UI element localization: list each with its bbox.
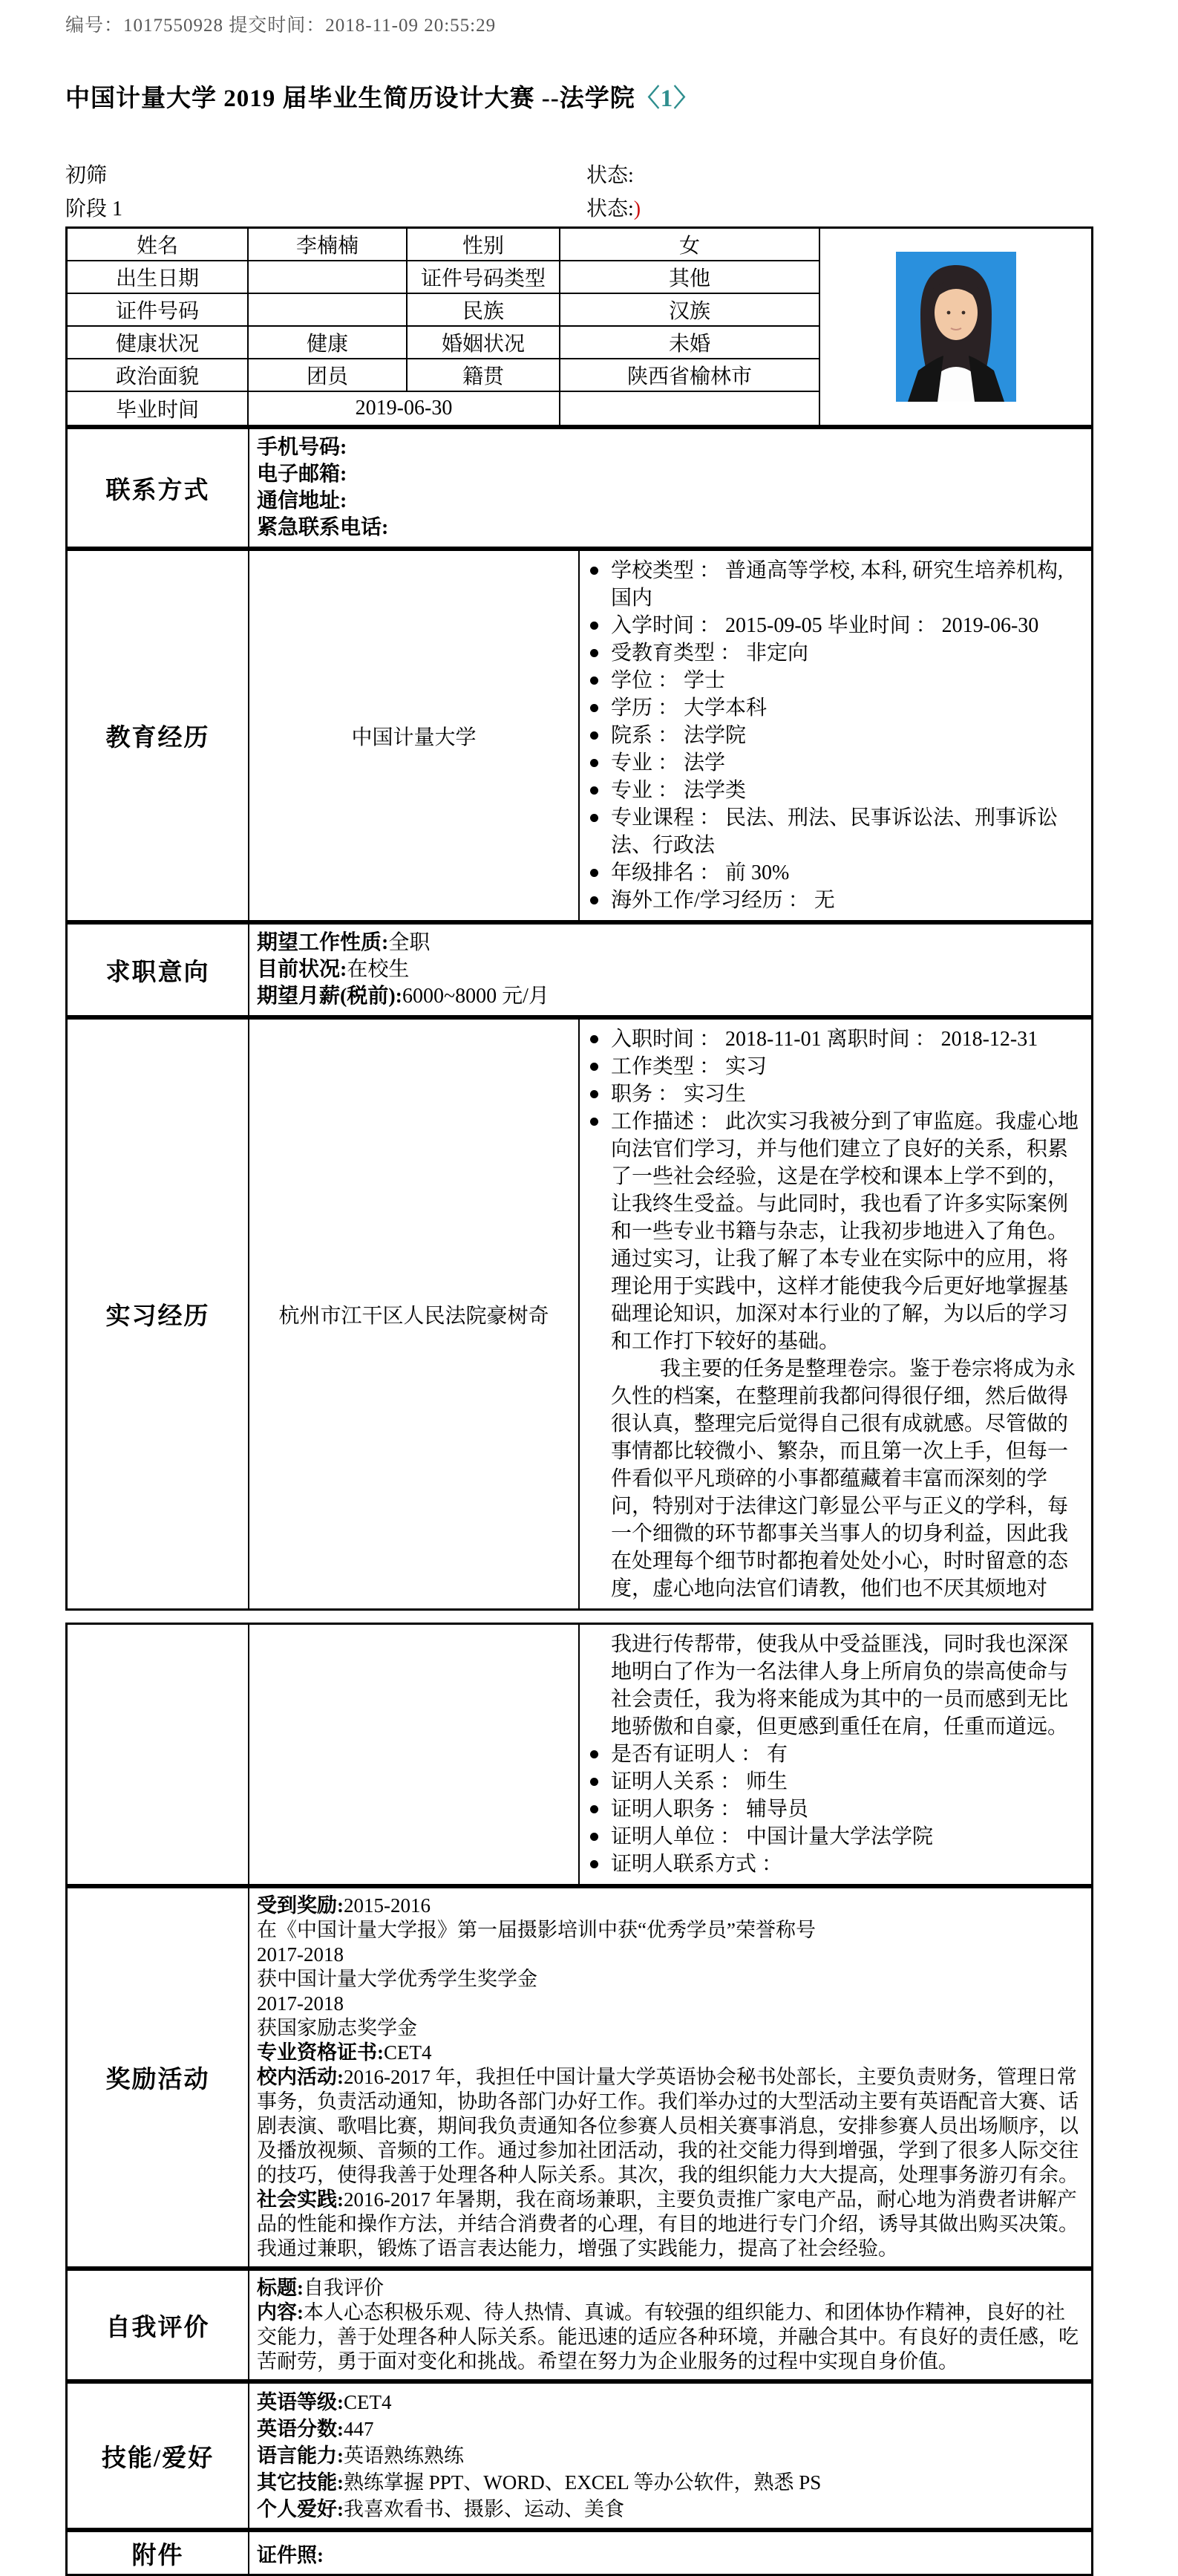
health-value: 健康 bbox=[249, 327, 408, 359]
contact-content bbox=[249, 429, 1091, 547]
personal-info-table bbox=[65, 226, 1093, 427]
id-type-label: 证件号码类型 bbox=[408, 261, 560, 294]
contact-section-label: 联系方式 bbox=[68, 429, 249, 547]
name-value: 李楠楠 bbox=[249, 229, 408, 261]
education-bullet: 入学时间 ： 2015-09-05 毕业时间 ： 2019-06-30 bbox=[580, 612, 1079, 639]
education-school: 中国计量大学 bbox=[249, 551, 580, 920]
education-section-label: 教育经历 bbox=[68, 551, 249, 920]
job-type-line: 期望工作性质:全职 bbox=[257, 931, 431, 954]
marital-label: 婚姻状况 bbox=[408, 327, 560, 359]
education-bullet: 院系 ： 法学院 bbox=[580, 722, 1079, 749]
skills-content bbox=[249, 2384, 1091, 2528]
education-bullet: 受教育类型 ： 非定向 bbox=[580, 639, 1079, 667]
stage-status-label: 状态:) bbox=[586, 197, 641, 221]
social-practice-line: 社会实践:2016-2017 年暑期，我在商场兼职，主要负责推广家电产品，耐心地为消费者讲解产品的性能和操作方法，并结合消费者的心理，有目的地进行专门介绍，诱导其做出购买决策。我通过兼职，锻炼了语言表达能力，增强了实践能力，提高了社会经验。 bbox=[257, 2188, 1079, 2260]
birthdate-label: 出生日期 bbox=[68, 261, 249, 294]
graduation-label: 毕业时间 bbox=[68, 392, 249, 425]
gender-label: 性别 bbox=[408, 229, 560, 261]
awards-content bbox=[249, 1888, 1091, 2266]
internship-details bbox=[580, 1020, 1091, 1608]
political-label: 政治面貌 bbox=[68, 359, 249, 392]
section-gap bbox=[65, 1611, 1093, 1623]
status-row-stage bbox=[65, 190, 1178, 224]
internship-description-continued: 我进行传帮带，使我从中受益匪浅，同时我也深深地明白了作为一名法律人身上所肩负的崇高使命与社会责任，我为将来能成为其中的一员而感到无比地骄傲和自豪，但更感到重任在肩，任重而道远。 bbox=[611, 1633, 1069, 1738]
expected-salary-line: 期望月薪(税前):6000~8000 元/月 bbox=[257, 985, 549, 1008]
awards-section-label: 奖励活动 bbox=[68, 1888, 249, 2266]
name-label: 姓名 bbox=[68, 229, 249, 261]
self-evaluation-body-line: 内容:本人心态积极乐观、待人热情、真诚。有较强的组织能力、和团体协作精神，良好的社交能力，善于处理各种人际关系。能迅速的适应各种环境，并融合其中。有良好的责任感，吃苦耐劳，勇于面对变化和挑战。希望在努力为企业服务的过程中实现自身价值。 bbox=[257, 2301, 1079, 2373]
resume-tables bbox=[65, 226, 1093, 2576]
self-evaluation-title-line: 标题:自我评价 bbox=[257, 2277, 384, 2299]
education-details bbox=[580, 551, 1091, 920]
status-row-screening bbox=[65, 157, 1178, 190]
current-status-line: 目前状况:在校生 bbox=[257, 958, 410, 981]
email-label: 电子邮箱: bbox=[257, 463, 347, 486]
self-evaluation-content bbox=[249, 2271, 1091, 2379]
referee-bullet: 是否有证明人 ： 有 bbox=[580, 1741, 1079, 1768]
page-title-text: 中国计量大学 2019 届毕业生简历设计大赛 --法学院 bbox=[65, 85, 635, 112]
education-bullet: 学校类型 ： 普通高等学校, 本科, 研究生培养机构, 国内 bbox=[580, 557, 1079, 612]
hometown-value: 陕西省榆林市 bbox=[560, 359, 820, 392]
address-label: 通信地址: bbox=[257, 489, 347, 512]
ethnicity-value: 汉族 bbox=[560, 294, 820, 327]
referee-bullet: 证明人职务 ： 辅导员 bbox=[580, 1796, 1079, 1823]
phone-label: 手机号码: bbox=[257, 436, 347, 459]
internship-bullet: 入职时间 ： 2018-11-01 离职时间 ： 2018-12-31 bbox=[580, 1025, 1079, 1053]
attachment-photo-label: 证件照: bbox=[257, 2543, 324, 2566]
english-level-line: 英语等级:CET4 bbox=[257, 2391, 392, 2413]
skills-section-label: 技能/爱好 bbox=[68, 2384, 249, 2528]
internship-section-label: 实习经历 bbox=[68, 1020, 249, 1608]
referee-empty-label bbox=[68, 1625, 249, 1884]
referee-bullet: 证明人单位 ： 中国计量大学法学院 bbox=[580, 1823, 1079, 1851]
empty-cell bbox=[560, 392, 820, 425]
education-bullet: 专业课程 ： 民法、刑法、民事诉讼法、刑事诉讼法、行政法 bbox=[580, 804, 1079, 859]
referee-empty-middle bbox=[249, 1625, 580, 1884]
id-type-value: 其他 bbox=[560, 261, 820, 294]
education-bullet-list bbox=[580, 557, 1079, 914]
referee-bullet: 证明人联系方式 ： bbox=[580, 1851, 1079, 1878]
self-evaluation-section-label: 自我评价 bbox=[68, 2271, 249, 2379]
hometown-label: 籍贯 bbox=[408, 359, 560, 392]
hobbies-line: 个人爱好:我喜欢看书、摄影、运动、美食 bbox=[257, 2498, 624, 2520]
emergency-phone-label: 紧急联系电话: bbox=[257, 516, 389, 539]
internship-section bbox=[65, 1017, 1093, 1611]
education-bullet: 学历 ： 大学本科 bbox=[580, 694, 1079, 722]
screening-label: 初筛 bbox=[65, 163, 108, 187]
political-value: 团员 bbox=[249, 359, 408, 392]
internship-bullet: 工作类型 ： 实习 bbox=[580, 1053, 1079, 1080]
job-intention-content bbox=[249, 925, 1091, 1015]
referee-bullet-list bbox=[580, 1741, 1079, 1878]
skills-section bbox=[65, 2381, 1093, 2530]
education-bullet: 专业 ： 法学 bbox=[580, 749, 1079, 777]
campus-activity-line: 校内活动:2016-2017 年，我担任中国计量大学英语协会秘书处部长，主要负责财务，管理日常事务，负责活动通知，协助各部门办好工作。我们举办过的大型活动主要有英语配音大赛、话剧表演、歌唱比赛，期间我负责通知各位参赛人员相关赛事消息，安排参赛人员出场顺序，以及播放视频、音频的工作。通过参加社团活动，我的社交能力得到增强，学到了很多人际交往的技巧，使得我善于处理各种人际关系。其次，我的组织能力大大提高，处理事务游刃有余。 bbox=[257, 2066, 1079, 2186]
award-line: 在《中国计量大学报》第一届摄影培训中获“优秀学员”荣誉称号 bbox=[257, 1919, 816, 1941]
stage-status-value: ) bbox=[633, 197, 641, 221]
photo-cell bbox=[820, 229, 1091, 425]
award-line: 获中国计量大学优秀学生奖学金 bbox=[257, 1968, 537, 1990]
referee-section bbox=[65, 1623, 1093, 1886]
award-line: 2017-2018 bbox=[257, 1943, 344, 1966]
internship-employer: 杭州市江干区人民法院豪树奇 bbox=[249, 1020, 580, 1608]
attachment-section bbox=[65, 2530, 1093, 2576]
page-title-tag: 〈1〉 bbox=[635, 85, 699, 112]
page-title bbox=[65, 79, 1178, 114]
submission-header: 编号：1017550928 提交时间：2018-11-09 20:55:29 bbox=[65, 16, 497, 36]
award-line: 获国家励志奖学金 bbox=[257, 2017, 417, 2039]
referee-bullet: 证明人关系 ： 师生 bbox=[580, 1768, 1079, 1796]
id-photo bbox=[896, 252, 1016, 402]
gender-value: 女 bbox=[560, 229, 820, 261]
education-section bbox=[65, 549, 1093, 922]
id-number-value bbox=[249, 294, 408, 327]
job-intention-section bbox=[65, 922, 1093, 1017]
certificate-line: 专业资格证书:CET4 bbox=[257, 2041, 432, 2064]
education-bullet: 海外工作/学习经历 ： 无 bbox=[580, 887, 1079, 914]
referee-details bbox=[580, 1625, 1091, 1884]
education-bullet: 专业 ： 法学类 bbox=[580, 777, 1079, 804]
award-line: 2017-2018 bbox=[257, 1992, 344, 2015]
status-block bbox=[65, 157, 1178, 224]
marital-value: 未婚 bbox=[560, 327, 820, 359]
self-evaluation-section bbox=[65, 2269, 1093, 2381]
internship-bullet-list bbox=[580, 1025, 1079, 1602]
screening-status-label: 状态: bbox=[586, 163, 634, 187]
internship-bullet: 职务 ： 实习生 bbox=[580, 1080, 1079, 1108]
other-skills-line: 其它技能:熟练掌握 PPT、WORD、EXCEL 等办公软件，熟悉 PS bbox=[257, 2471, 822, 2494]
award-line: 受到奖励:2015-2016 bbox=[257, 1894, 431, 1917]
internship-description: 工作描述 ： 此次实习我被分到了审监庭。我虚心地向法官们学习，并与他们建立了良好的关系，积累了一些社会经验，这是在学校和课本上学不到的，让我终生受益。与此同时，我也看了许多实际案例和一些专业书籍与杂志，让我初步地进入了角色。通过实习，让我了解了本专业在实际中的应用，将理论用于实践中，这样才能使我今后更好地掌握基础理论知识，加深对本行业的了解，为以后的学习和工作打下较好的基础。 我主要的任务是整理卷宗。鉴于卷宗将成为永久性的档案，在整理前我都问得很仔细，然后做得很认真，整理完后觉得自己很有成就感。尽管做的事情都比较微小、繁杂，而且第一次上手，但每一件看似平凡琐碎的小事都蕴藏着丰富而深刻的学问，特别对于法律这门彰显公平与正义的学科，每一个细微的环节都事关当事人的切身利益，因此我在处理每个细节时都抱着处处小心，时时留意的态度，虚心地向法官们请教，他们也不厌其烦地对 bbox=[580, 1108, 1079, 1602]
education-bullet: 年级排名 ： 前 30% bbox=[580, 859, 1079, 887]
birthdate-value bbox=[249, 261, 408, 294]
health-label: 健康状况 bbox=[68, 327, 249, 359]
graduation-value: 2019-06-30 bbox=[249, 392, 560, 425]
ethnicity-label: 民族 bbox=[408, 294, 560, 327]
job-intention-section-label: 求职意向 bbox=[68, 925, 249, 1015]
language-ability-line: 语言能力:英语熟练熟练 bbox=[257, 2445, 464, 2467]
stage-label: 阶段 1 bbox=[65, 197, 123, 221]
id-number-label: 证件号码 bbox=[68, 294, 249, 327]
education-bullet: 学位 ： 学士 bbox=[580, 667, 1079, 694]
awards-section bbox=[65, 1886, 1093, 2269]
english-score-line: 英语分数:447 bbox=[257, 2418, 374, 2440]
attachment-section-label: 附件 bbox=[68, 2532, 249, 2574]
contact-section bbox=[65, 427, 1093, 549]
